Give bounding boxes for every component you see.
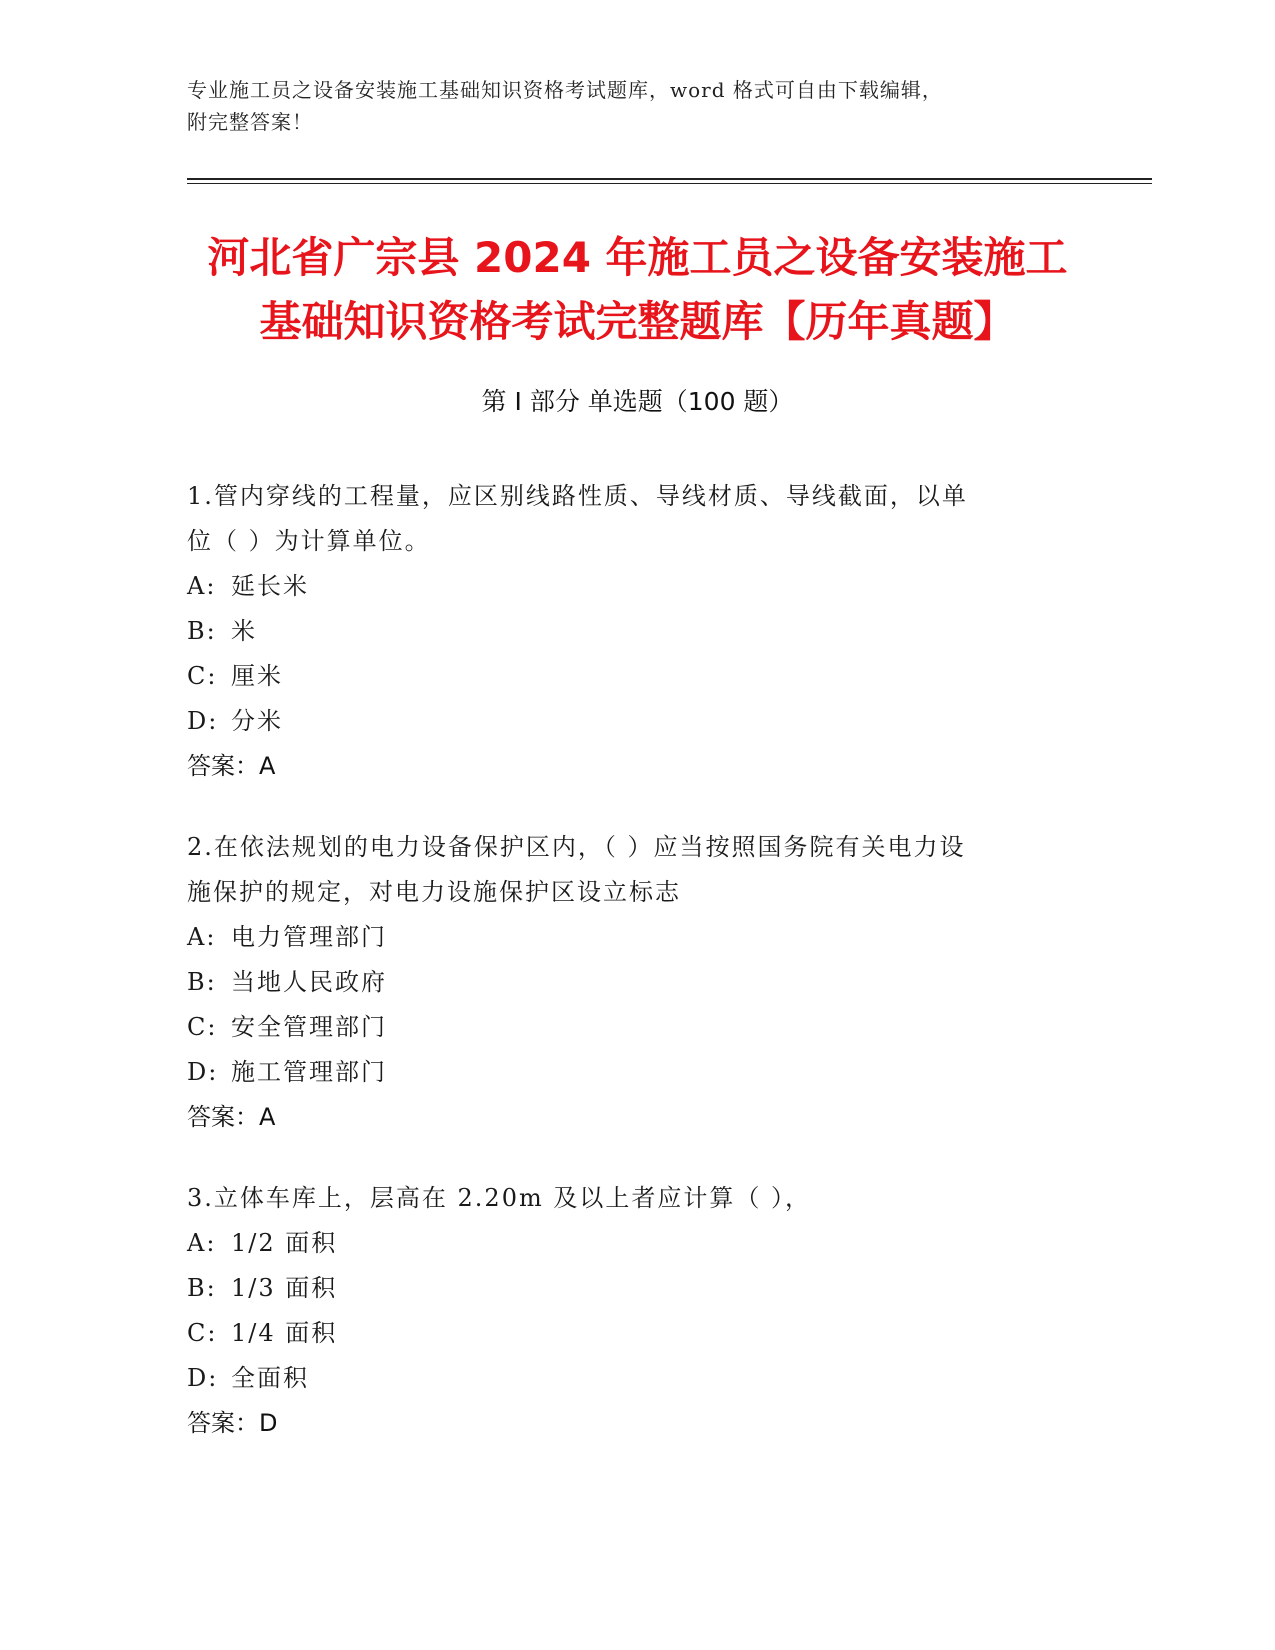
- question-stem-line-2: 施保护的规定，对电力设施保护区设立标志: [187, 878, 681, 906]
- option-key: B:: [187, 968, 217, 996]
- option-key: D:: [187, 1058, 219, 1086]
- option-key: C:: [187, 662, 218, 690]
- document-title-line-2: 基础知识资格考试完整题库【历年真题】: [259, 297, 1016, 346]
- option-a: [187, 1221, 1087, 1266]
- option-a: [187, 915, 1087, 960]
- option-text: 1/2 面积: [231, 1229, 338, 1257]
- header-divider-thin: [187, 183, 1152, 184]
- question-stem-line-2: 位（ ）为计算单位。: [187, 527, 431, 555]
- option-text: 延长米: [231, 572, 309, 600]
- option-key: D:: [187, 707, 219, 735]
- option-a: [187, 564, 1087, 609]
- option-b: [187, 609, 1087, 654]
- option-key: C:: [187, 1319, 218, 1347]
- option-key: B:: [187, 617, 217, 645]
- option-d: [187, 699, 1087, 744]
- document-title-line-1: 河北省广宗县 2024 年施工员之设备安装施工: [207, 233, 1068, 282]
- answer-line: 答案：A: [187, 752, 276, 780]
- option-c: [187, 654, 1087, 699]
- question-stem-line-1: 1.管内穿线的工程量，应区别线路性质、导线材质、导线截面，以单: [187, 482, 968, 510]
- option-text: 分米: [231, 707, 283, 735]
- option-b: [187, 1266, 1087, 1311]
- option-key: D:: [187, 1364, 219, 1392]
- question-stem-line-1: 2.在依法规划的电力设备保护区内，（ ）应当按照国务院有关电力设: [187, 833, 966, 861]
- document-title: [150, 226, 1125, 354]
- option-key: A:: [187, 1229, 217, 1257]
- answer-line: 答案：D: [187, 1409, 278, 1437]
- question-3: [187, 1176, 1087, 1446]
- option-b: [187, 960, 1087, 1005]
- option-key: A:: [187, 572, 217, 600]
- option-text: 安全管理部门: [231, 1013, 387, 1041]
- header-note-line-1: 专业施工员之设备安装施工基础知识资格考试题库，word 格式可自由下载编辑，: [187, 78, 943, 102]
- option-key: C:: [187, 1013, 218, 1041]
- option-text: 施工管理部门: [231, 1058, 387, 1086]
- option-d: [187, 1356, 1087, 1401]
- question-2: [187, 825, 1087, 1140]
- option-d: [187, 1050, 1087, 1095]
- header-note-line-2: 附完整答案！: [187, 110, 313, 134]
- header-note: [187, 74, 1067, 138]
- option-text: 米: [231, 617, 257, 645]
- option-c: [187, 1005, 1087, 1050]
- option-text: 电力管理部门: [231, 923, 387, 951]
- option-key: B:: [187, 1274, 217, 1302]
- option-text: 当地人民政府: [231, 968, 387, 996]
- option-text: 厘米: [231, 662, 283, 690]
- option-text: 1/4 面积: [231, 1319, 338, 1347]
- option-text: 全面积: [231, 1364, 309, 1392]
- option-key: A:: [187, 923, 217, 951]
- option-text: 1/3 面积: [231, 1274, 338, 1302]
- question-stem-line-1: 3.立体车库上，层高在 2.20m 及以上者应计算（ ），: [187, 1184, 811, 1212]
- answer-line: 答案：A: [187, 1103, 276, 1131]
- header-divider-thick: [187, 178, 1152, 180]
- question-list: [187, 474, 1087, 1482]
- section-heading: 第 I 部分 单选题（100 题）: [481, 387, 794, 416]
- option-c: [187, 1311, 1087, 1356]
- question-1: [187, 474, 1087, 789]
